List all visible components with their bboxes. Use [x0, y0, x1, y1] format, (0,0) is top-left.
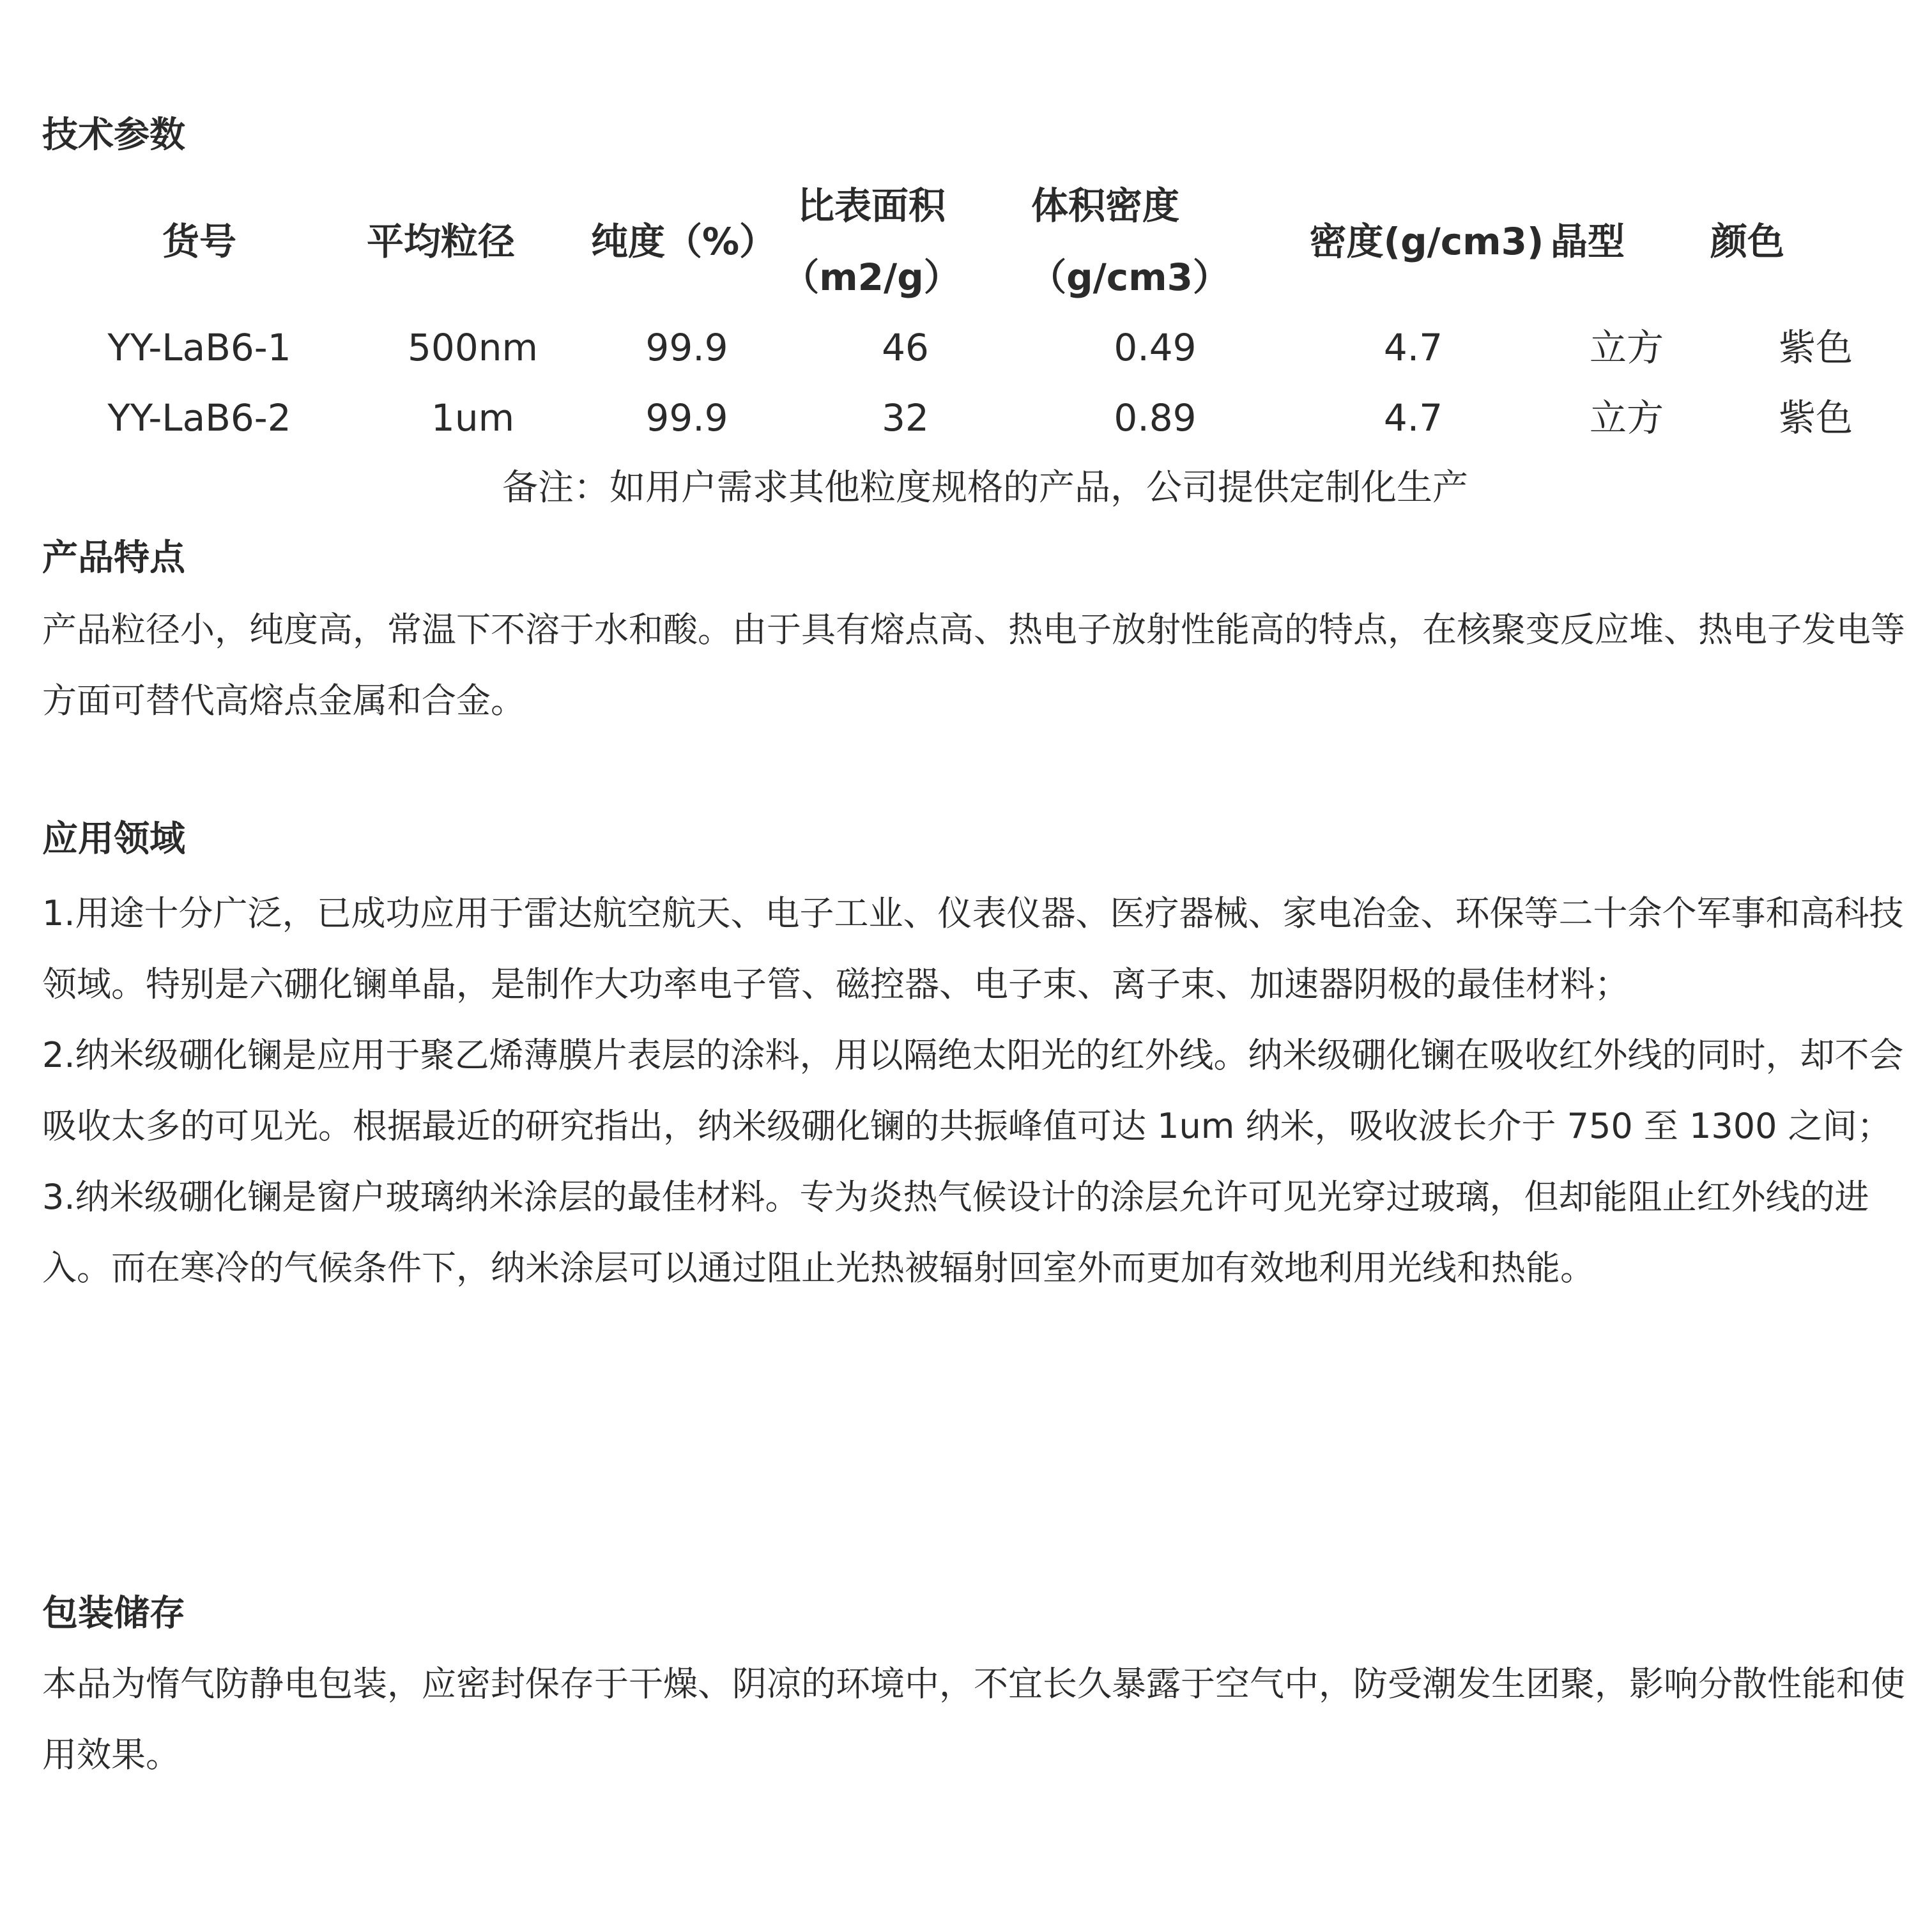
header-crystal: 晶型 — [1550, 220, 1625, 263]
table-cell-crystal: 立方 — [1589, 396, 1664, 440]
table-cell-purity: 99.9 — [645, 326, 728, 369]
storage-heading: 包装储存 — [42, 1593, 185, 1634]
header-purity: 纯度（%） — [590, 220, 777, 263]
table-cell-bulk: 0.89 — [1114, 396, 1197, 440]
applications-heading: 应用领域 — [42, 818, 185, 860]
table-cell-crystal: 立方 — [1589, 326, 1664, 369]
table-cell-density: 4.7 — [1383, 396, 1443, 440]
table-cell-size: 500nm — [408, 326, 538, 369]
features-text: 产品粒径小，纯度高，常温下不溶于水和酸。由于具有熔点高、热电子放射性能高的特点，在核聚变反应堆、热电子发电等方面可替代高熔点金属和合金。 — [42, 610, 1905, 721]
table-cell-bulk: 0.49 — [1114, 326, 1197, 369]
features-heading: 产品特点 — [42, 537, 185, 579]
header-ssa-line2: （m2/g） — [782, 256, 961, 299]
table-cell-ssa: 46 — [882, 326, 929, 369]
table-note: 备注：如用户需求其他粒度规格的产品，公司提供定制化生产 — [502, 467, 1468, 509]
application-item: 1.用途十分广泛，已成功应用于雷达航空航天、电子工业、仪表仪器、医疗器械、家电冶金、环保等二十余个军事和高科技领域。特别是六硼化镧单晶，是制作大功率电子管、磁控器、电子束、离子束、加速器阴极的最佳材料； — [42, 893, 1904, 1004]
table-cell-color: 紫色 — [1778, 396, 1853, 440]
table-cell-purity: 99.9 — [645, 396, 728, 440]
table-cell-color: 紫色 — [1778, 326, 1853, 369]
table-cell-code: YY-LaB6-2 — [107, 396, 291, 440]
header-ssa-line1: 比表面积 — [797, 184, 946, 227]
storage-text: 本品为惰气防静电包装，应密封保存于干燥、阴凉的环境中，不宜长久暴露于空气中，防受潮发生团聚，影响分散性能和使用效果。 — [42, 1664, 1905, 1775]
application-item: 2.纳米级硼化镧是应用于聚乙烯薄膜片表层的涂料，用以隔绝太阳光的红外线。纳米级硼化镧在吸收红外线的同时，却不会吸收太多的可见光。根据最近的研究指出，纳米级硼化镧的共振峰值可达 1um 纳米，吸收波长介于 750 至 1300 之间； — [42, 1035, 1904, 1146]
table-cell-code: YY-LaB6-1 — [107, 326, 291, 369]
header-size: 平均粒径 — [366, 220, 516, 263]
header-code: 货号 — [162, 220, 237, 263]
table-cell-size: 1um — [431, 396, 515, 440]
header-density: 密度(g/cm3) — [1309, 220, 1544, 263]
header-bulk-line2: （g/cm3） — [1029, 256, 1230, 299]
application-item: 3.纳米级硼化镧是窗户玻璃纳米涂层的最佳材料。专为炎热气候设计的涂层允许可见光穿过玻璃，但却能阻止红外线的进入。而在寒冷的气候条件下，纳米涂层可以通过阻止光热被辐射回室外而更加有效地利用光线和热能。 — [42, 1177, 1869, 1288]
table-cell-ssa: 32 — [882, 396, 929, 440]
header-bulk-line1: 体积密度 — [1031, 184, 1180, 227]
tech-params-heading: 技术参数 — [42, 114, 185, 156]
header-color: 颜色 — [1710, 220, 1785, 263]
table-cell-density: 4.7 — [1383, 326, 1443, 369]
applications-list — [42, 878, 1914, 1303]
